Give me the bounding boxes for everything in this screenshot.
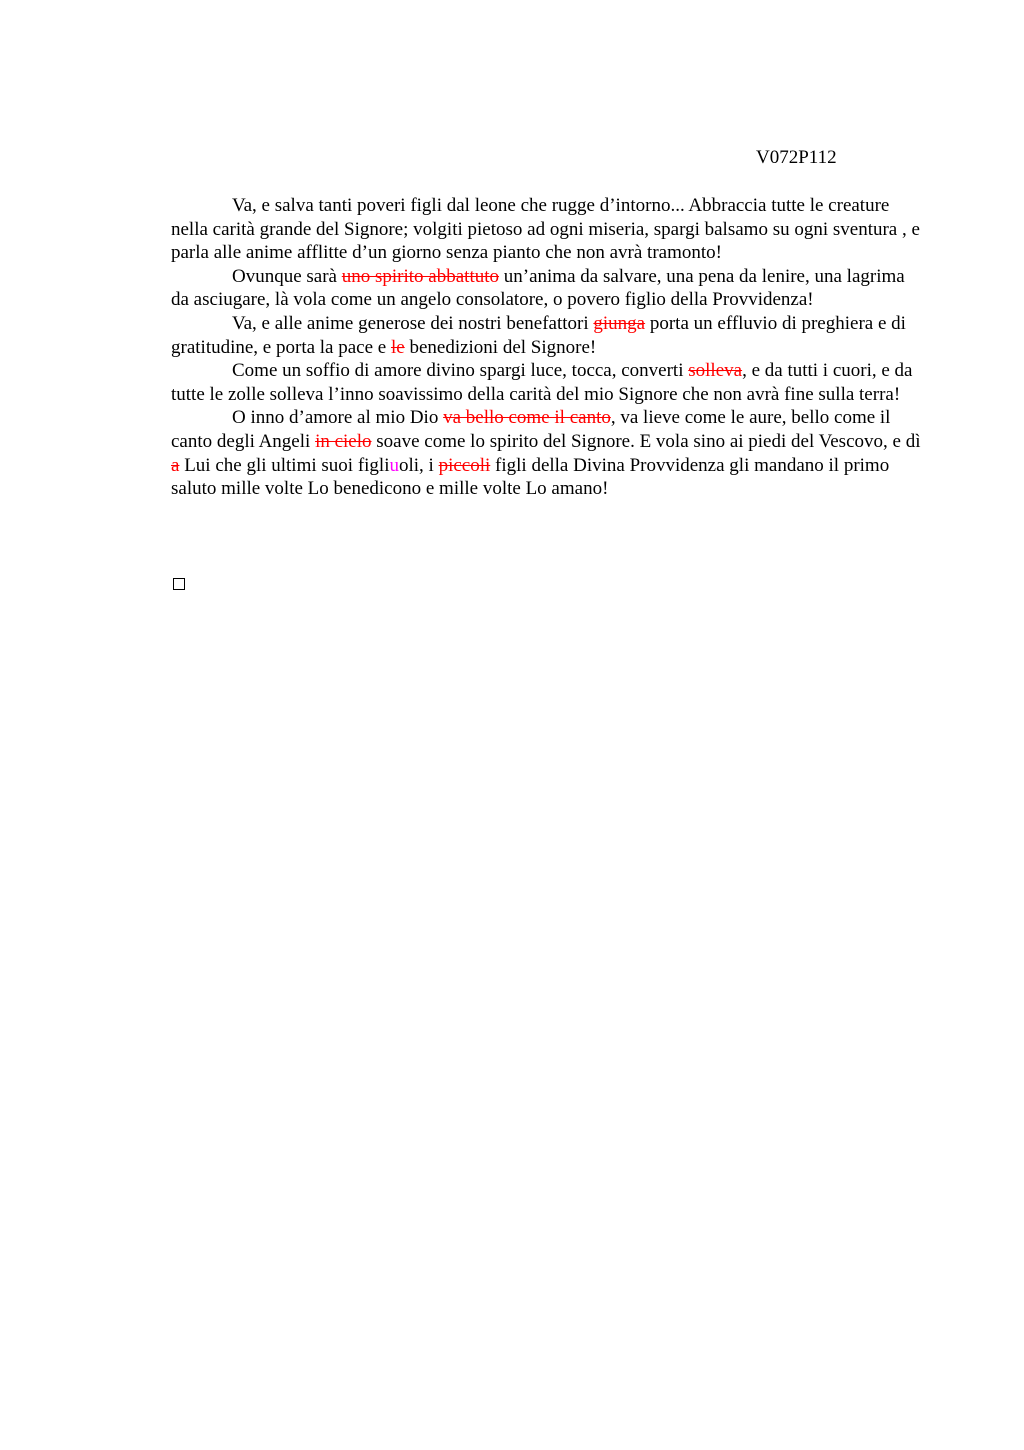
deleted-text: va bello come il canto	[443, 407, 611, 429]
paragraph-text: un’anima da salvare, una pena da lenire, una lagrima da asciugare, là vola come un angelo consolatore, o povero figlio della Provvidenza!	[171, 265, 905, 311]
paragraph-text: , va lieve come le aure, bello come il canto degli Angeli	[171, 407, 891, 452]
paragraph-text: soave come lo spirito del Signore. E vola sino ai piedi del Vescovo, e dì	[371, 430, 921, 452]
paragraph	[171, 194, 926, 265]
paragraph-text: Va, e alle anime generose dei nostri benefattori	[232, 312, 594, 334]
paragraph-text: Va, e salva tanti poveri figli dal leone che rugge d’intorno... Abbraccia tutte le creature nella carità grande del Signore; volgiti pietoso ad ogni miseria, spargi balsamo su ogni sventura , e parla alle anime afflitte d’un giorno senza pianto che non avrà tramonto!	[171, 195, 920, 264]
deleted-text: piccoli	[438, 454, 491, 476]
paragraph-text: porta un effluvio di preghiera e di gratitudine, e porta la pace e	[171, 312, 906, 358]
deleted-text: a	[171, 454, 180, 476]
paragraph	[171, 265, 926, 312]
paragraph-text: Ovunque sarà	[232, 265, 342, 287]
paragraph-text: Come un soffio di amore divino spargi luce, tocca, converti	[232, 360, 689, 382]
paragraph-text: Lui che gli ultimi suoi figli	[179, 454, 390, 476]
deleted-text: giunga	[593, 312, 646, 334]
paragraph	[171, 406, 926, 500]
paragraph-text: , e da tutti i cuori, e da tutte le zolle solleva l’inno soavissimo della carità del mio Signore che non avrà fine sulla terra!	[171, 360, 913, 405]
page-identifier: V072P112	[756, 147, 837, 168]
paragraph-text: oli, i	[398, 454, 439, 476]
paragraph-text: benedizioni del Signore!	[404, 336, 597, 358]
paragraph	[171, 359, 926, 406]
deleted-text: solleva	[688, 360, 743, 382]
paragraph	[171, 312, 926, 359]
inserted-text: u	[389, 454, 399, 476]
document-body	[171, 194, 926, 501]
empty-square-icon	[173, 578, 185, 590]
paragraph-text: O inno d’amore al mio Dio	[232, 407, 444, 429]
deleted-text: le	[390, 336, 405, 358]
paragraph-text: figli della Divina Provvidenza gli mandano il primo saluto mille volte Lo benedicono e mille volte Lo amano!	[171, 454, 890, 500]
deleted-text: uno spirito abbattuto	[341, 265, 500, 287]
deleted-text: in cielo	[315, 430, 372, 452]
